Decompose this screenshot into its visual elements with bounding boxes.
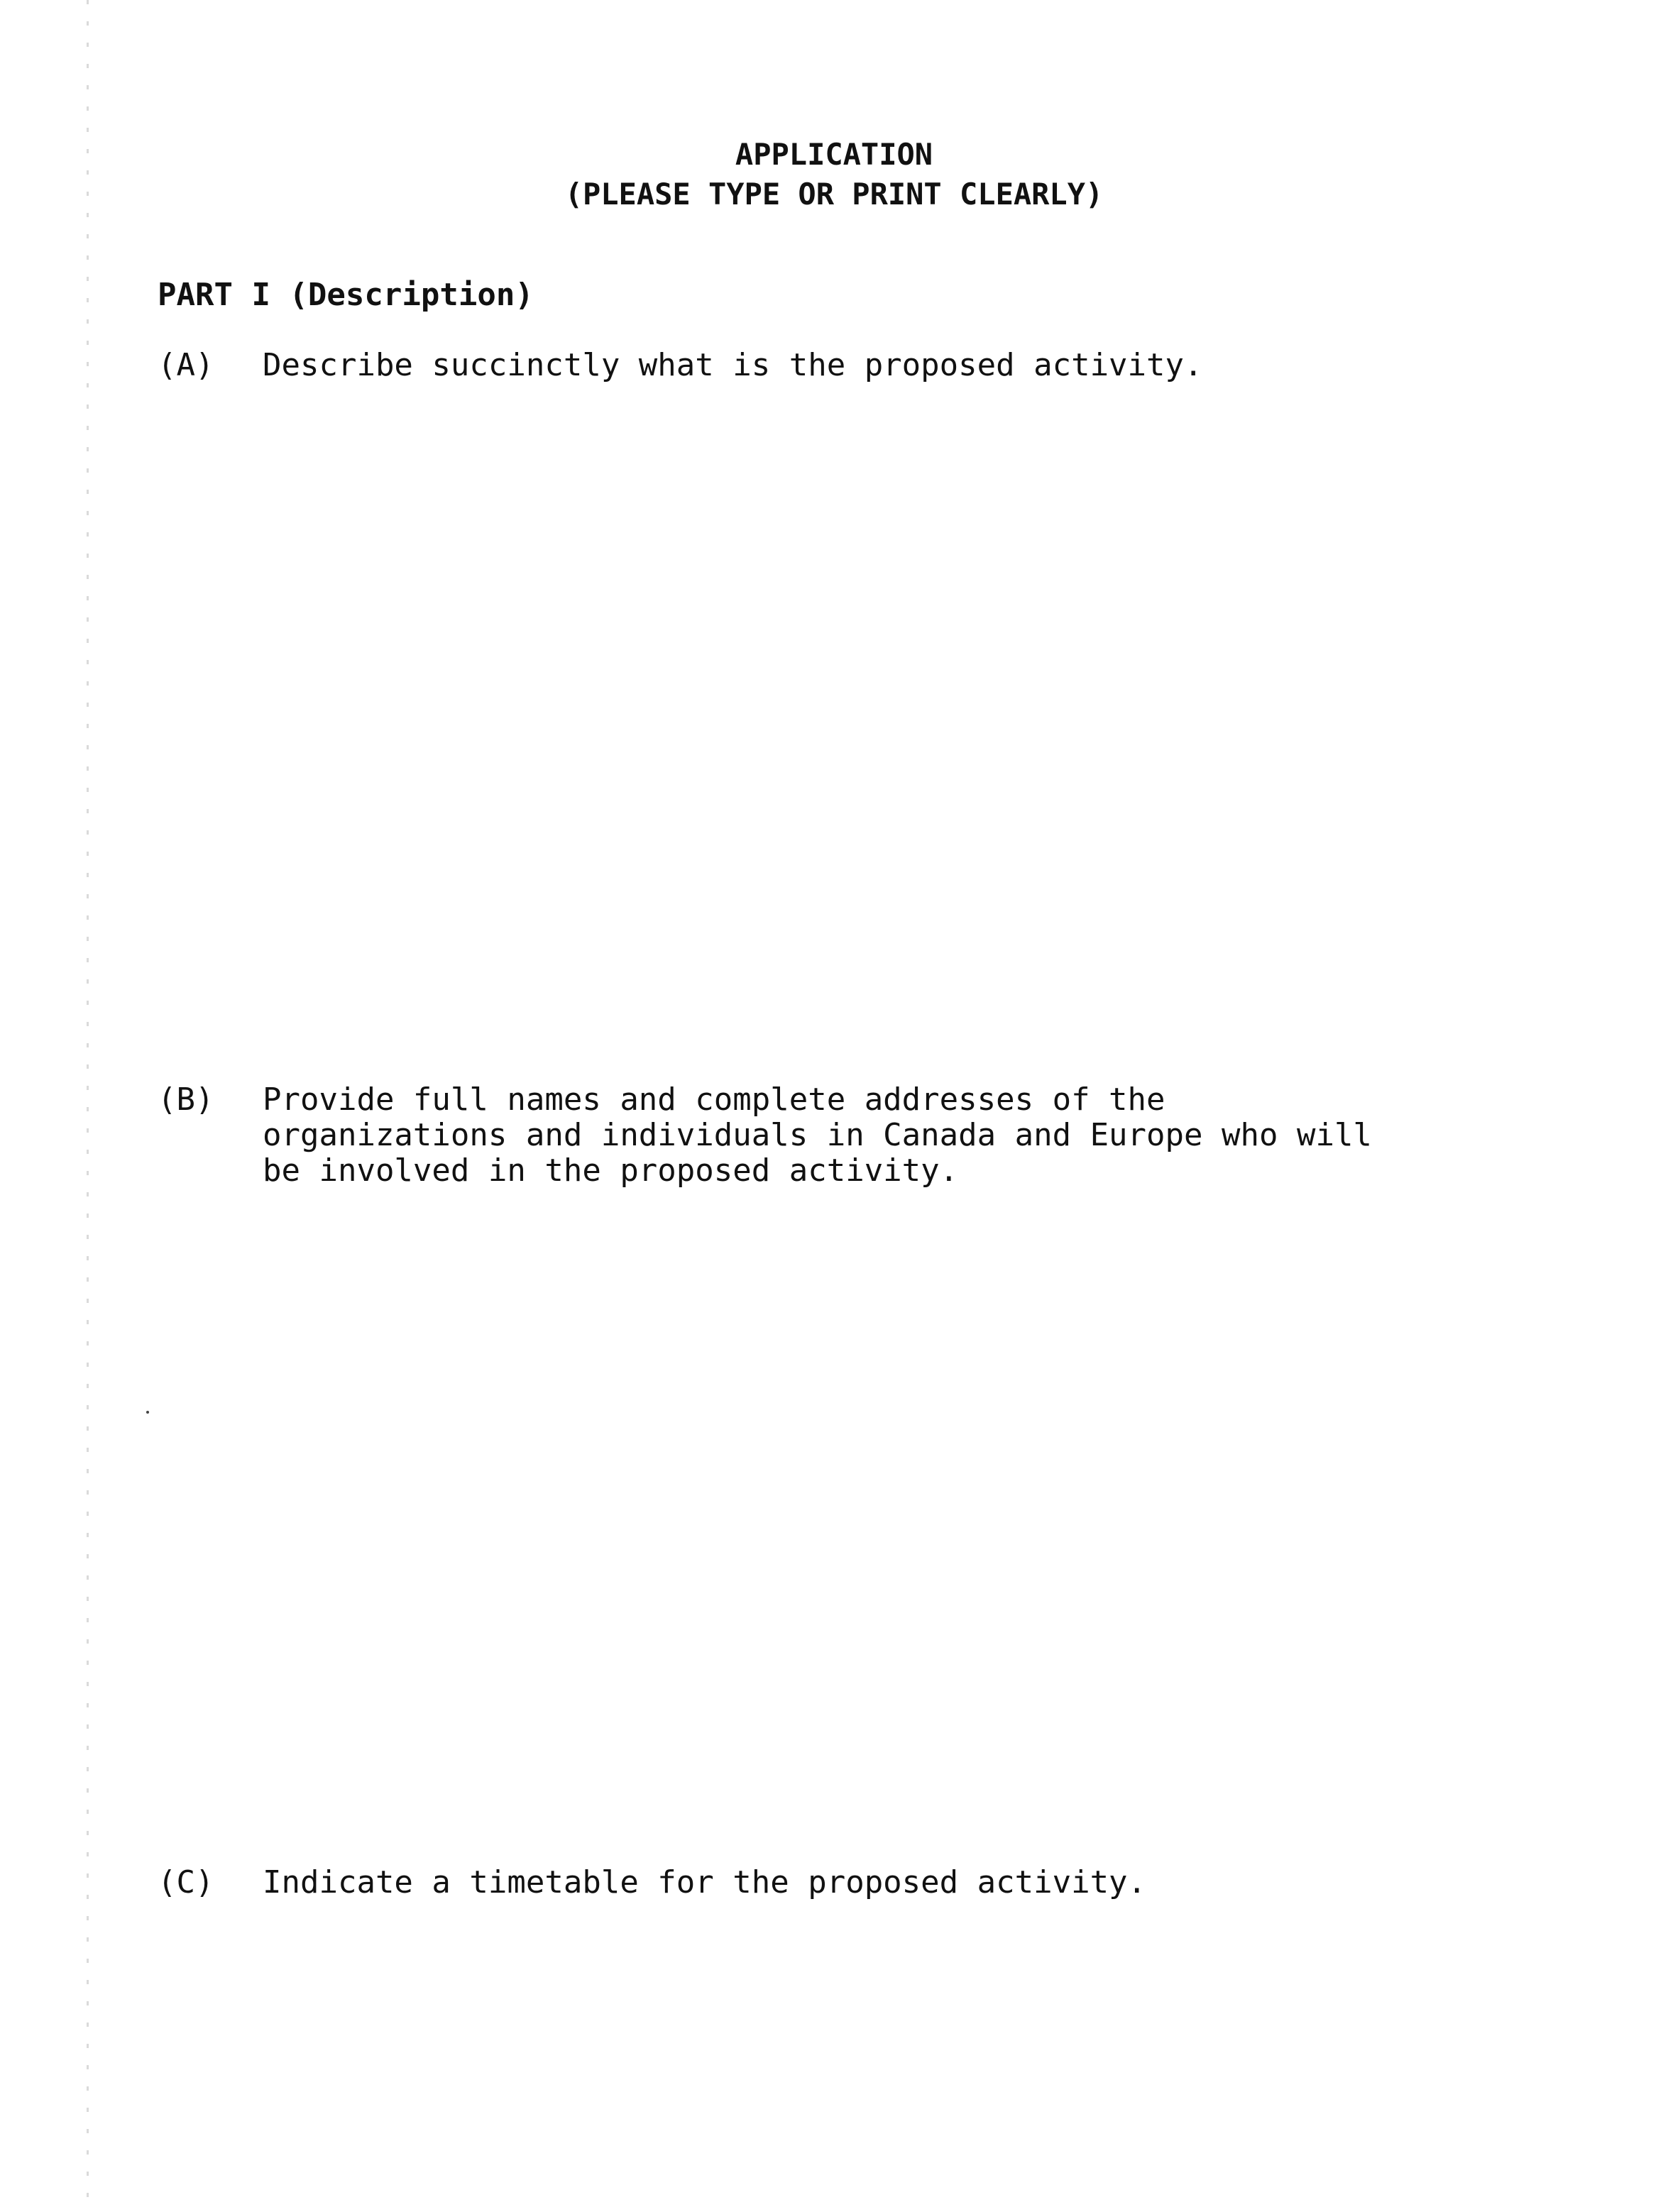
question-a-text: Describe succinctly what is the proposed activity. (263, 347, 1203, 383)
title-line-2: (PLEASE TYPE OR PRINT CLEARLY) (564, 177, 1104, 211)
document-title (0, 135, 1668, 214)
question-c-text: Indicate a timetable for the proposed activity. (263, 1864, 1147, 1900)
part-heading: PART I (Description) (158, 277, 534, 313)
question-c-marker: (C) (158, 1864, 214, 1900)
question-b-text: Provide full names and complete addresses of the organizations and individuals in Canada and Europe who will be involved in the proposed activity. (263, 1082, 1372, 1189)
question-c (158, 1865, 1611, 1900)
scan-edge-artifact (87, 0, 89, 2212)
question-a (158, 348, 1611, 383)
scan-speck (146, 1411, 149, 1414)
question-b (158, 1082, 1611, 1189)
question-a-marker: (A) (158, 347, 214, 383)
question-b-marker: (B) (158, 1082, 214, 1118)
title-line-1: APPLICATION (735, 137, 933, 172)
